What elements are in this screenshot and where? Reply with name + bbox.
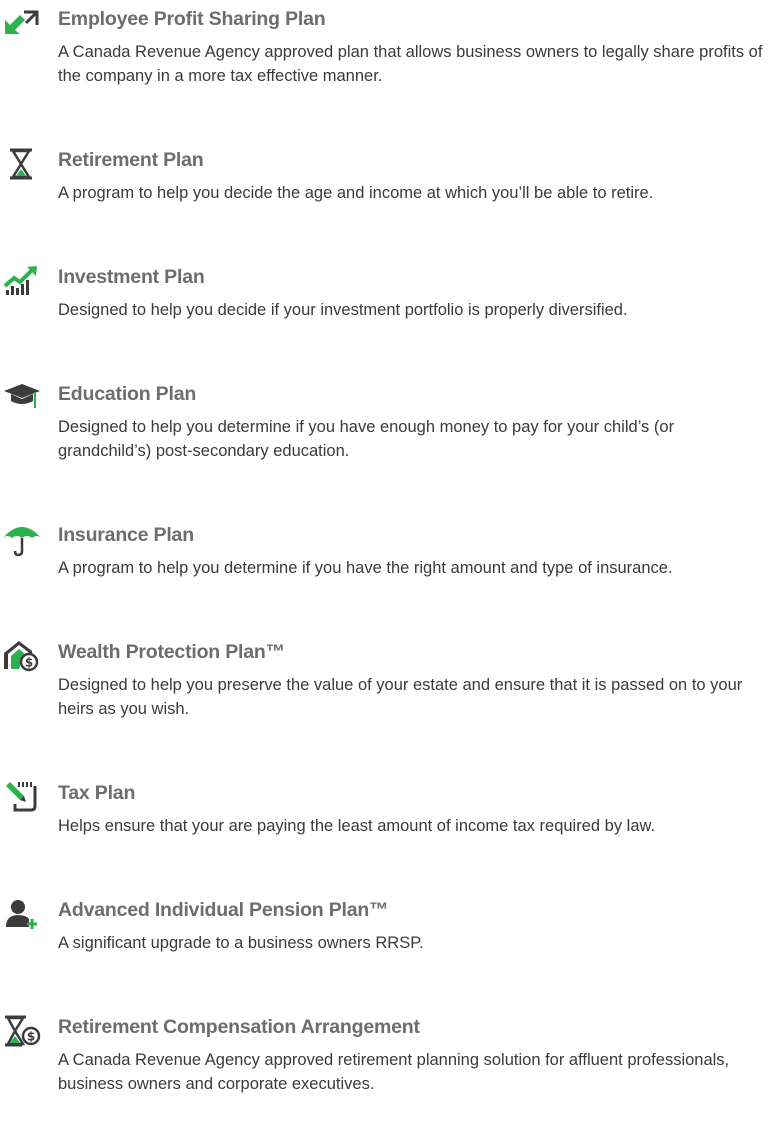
plan-description: A Canada Revenue Agency approved plan that allows business owners to legally share profits of the company in a more tax effective manner. xyxy=(58,43,763,85)
tax-document-icon xyxy=(2,780,42,814)
plan-title: Investment Plan xyxy=(58,266,205,288)
plan-description: A program to help you decide the age and income at which you’ll be able to retire. xyxy=(58,184,654,202)
growth-chart-icon xyxy=(2,264,42,298)
person-add-icon xyxy=(2,897,42,931)
plan-title: Employee Profit Sharing Plan xyxy=(58,8,326,30)
house-dollar-icon xyxy=(2,639,42,673)
plan-title: Insurance Plan xyxy=(58,524,194,546)
plan-title: Education Plan xyxy=(58,383,197,405)
arrow-exchange-icon xyxy=(2,6,42,40)
plan-description: A significant upgrade to a business owners RRSP. xyxy=(58,934,424,952)
umbrella-icon xyxy=(2,522,42,556)
plan-title: Wealth Protection Plan™ xyxy=(58,641,285,663)
svg-text:$: $ xyxy=(26,1029,36,1044)
hourglass-icon xyxy=(2,147,42,181)
plan-title: Tax Plan xyxy=(58,782,136,804)
hourglass-dollar-icon xyxy=(2,1014,42,1048)
plan-description: Designed to help you determine if you have enough money to pay for your child’s (or grandchild’s) post-secondary education. xyxy=(58,418,675,460)
svg-text:$: $ xyxy=(24,655,34,670)
plan-title: Retirement Plan xyxy=(58,149,204,171)
plan-title: Advanced Individual Pension Plan™ xyxy=(58,899,389,921)
plan-description: A program to help you determine if you have the right amount and type of insurance. xyxy=(58,559,673,577)
plan-title: Retirement Compensation Arrangement xyxy=(58,1016,420,1038)
plan-description: Helps ensure that your are paying the least amount of income tax required by law. xyxy=(58,817,656,835)
plan-description: Designed to help you decide if your investment portfolio is properly diversified. xyxy=(58,301,628,319)
plan-description: A Canada Revenue Agency approved retirement planning solution for affluent professionals, business owners and corporate executives. xyxy=(58,1051,730,1093)
plan-description: Designed to help you preserve the value of your estate and ensure that it is passed on to your heirs as you wish. xyxy=(58,676,743,718)
graduation-cap-icon xyxy=(2,381,42,415)
